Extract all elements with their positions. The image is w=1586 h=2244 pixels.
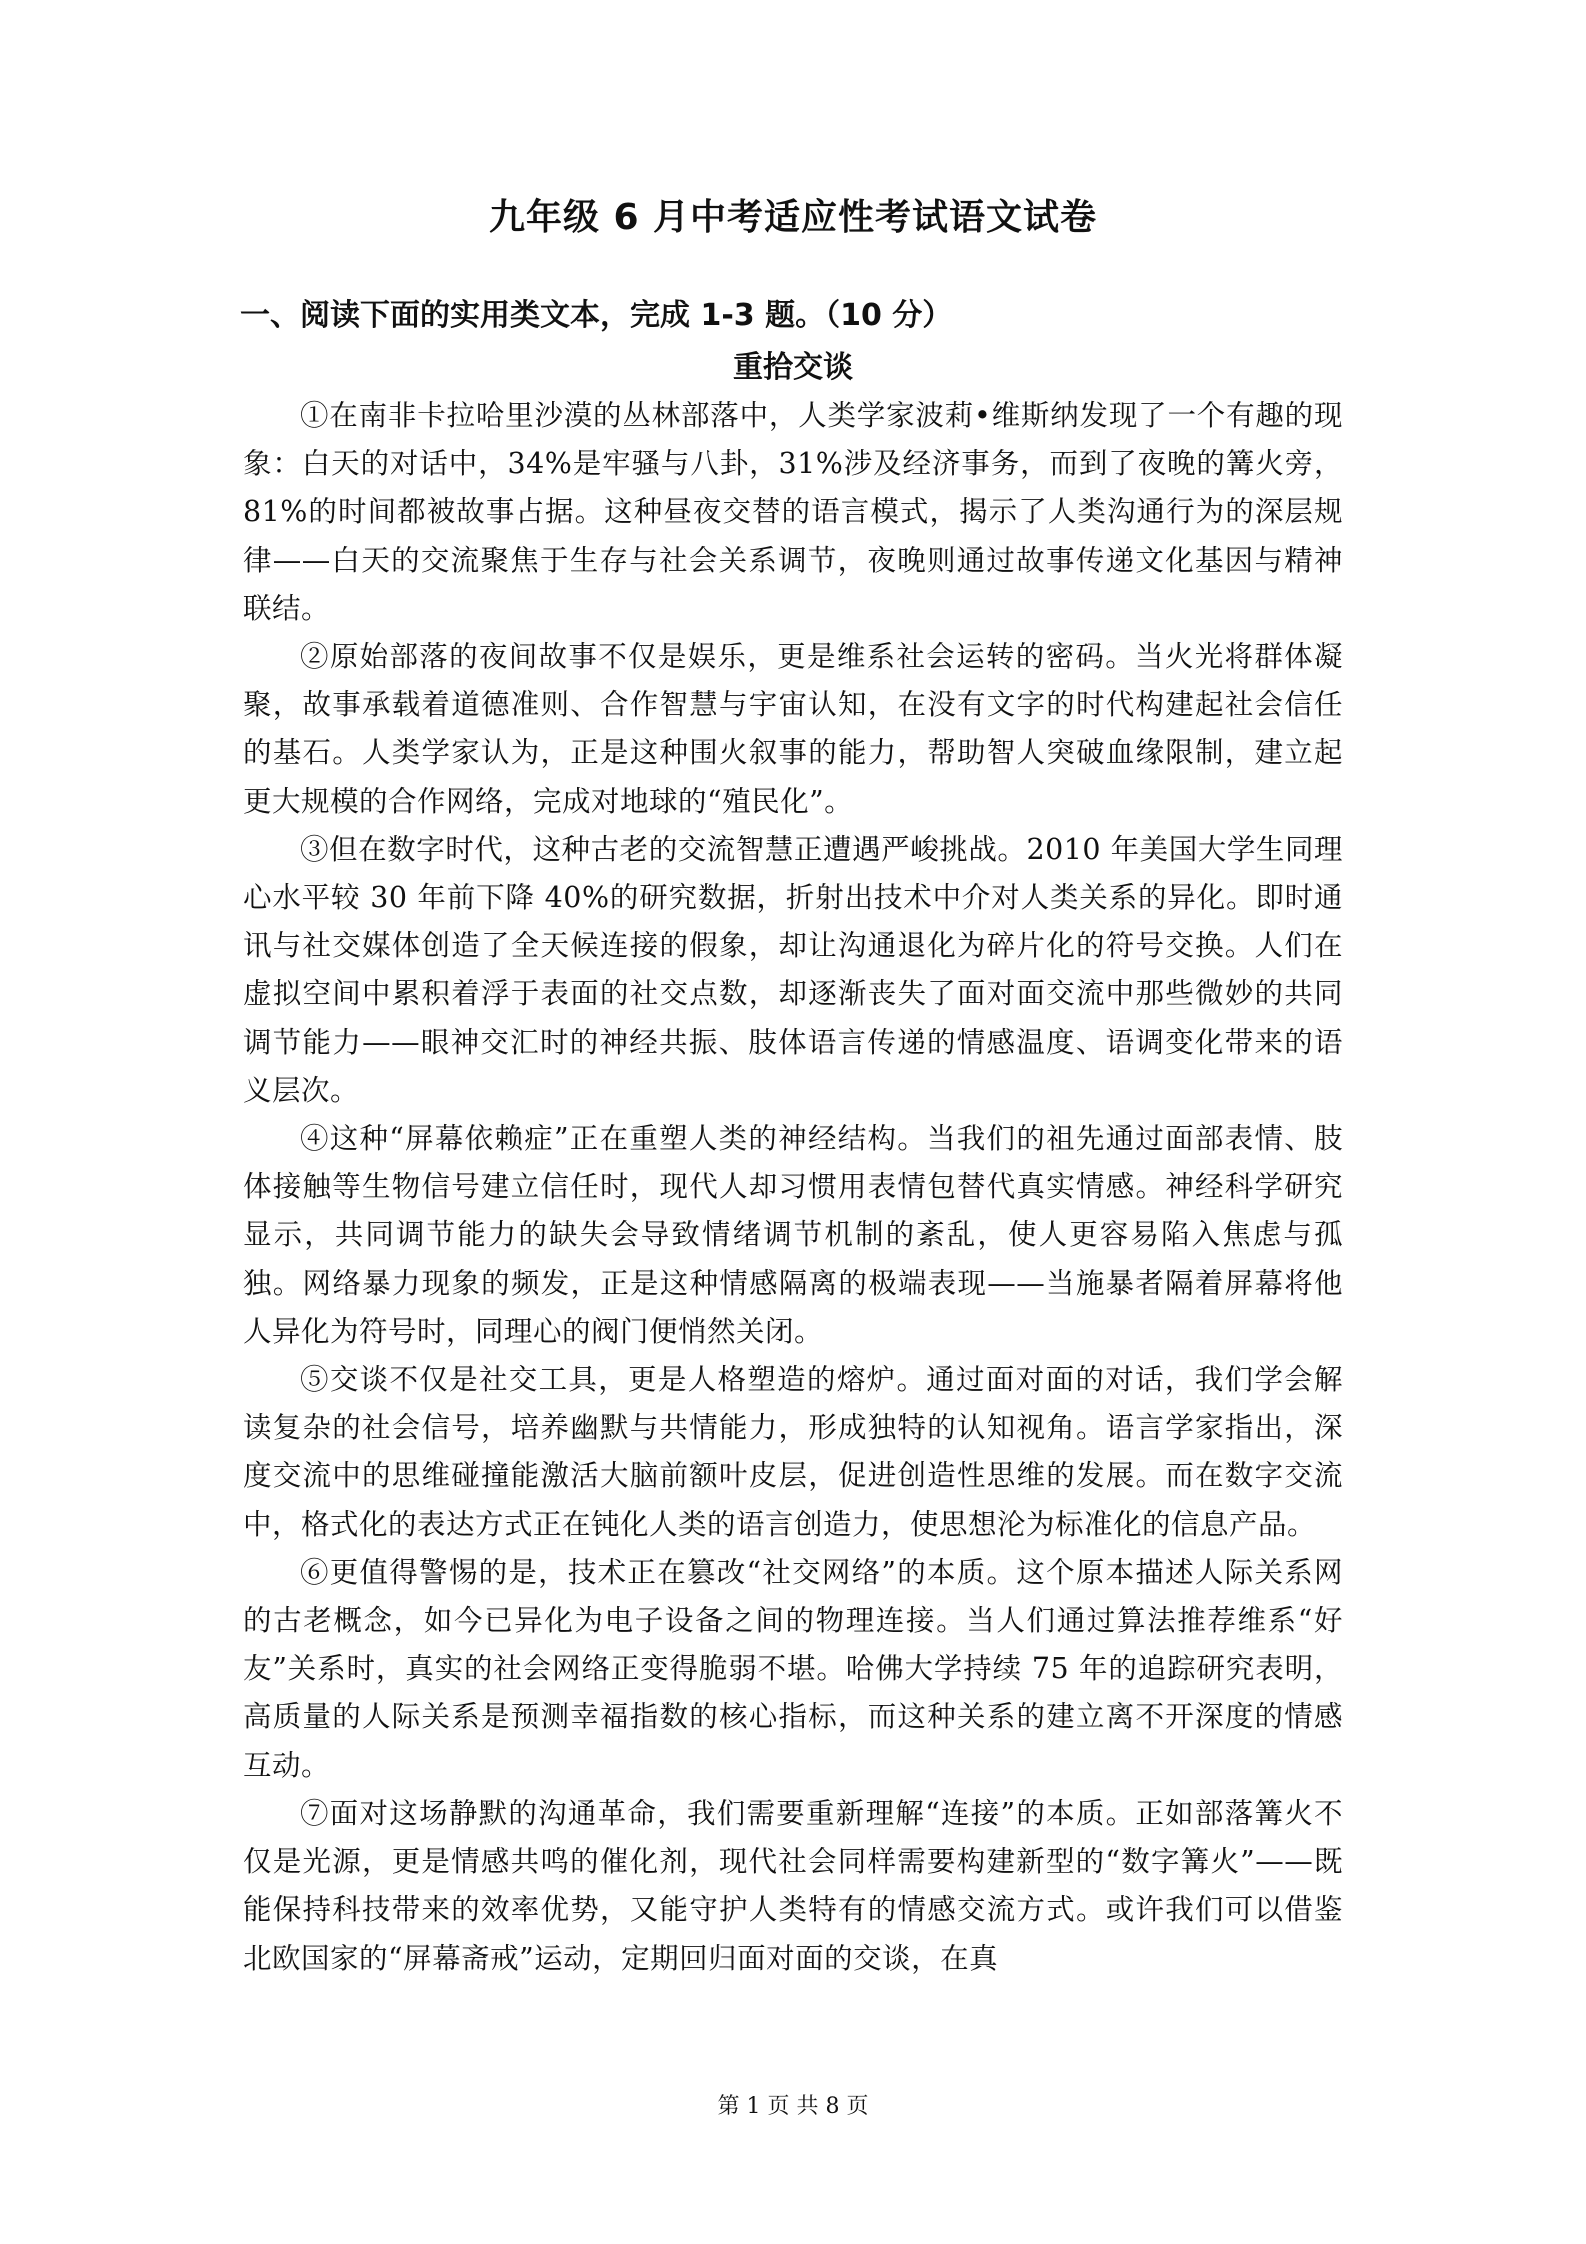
section-heading: 一、阅读下面的实用类文本，完成 1-3 题。（10 分）: [240, 298, 953, 333]
paragraph-6: ⑥更值得警惕的是，技术正在篡改“社交网络”的本质。这个原本描述人际关系网的古老概念，如今已异化为电子设备之间的物理连接。当人们通过算法推荐维系“好友”关系时，真实的社会网络正变得脆弱不堪。哈佛大学持续 75 年的追踪研究表明，高质量的人际关系是预测幸福指数的核心指标，而这种关系的建立离不开深度的情感互动。: [243, 1555, 1343, 1782]
paragraph-4: ④这种“屏幕依赖症”正在重塑人类的神经结构。当我们的祖先通过面部表情、肢体接触等生物信号建立信任时，现代人却习惯用表情包替代真实情感。神经科学研究显示，共同调节能力的缺失会导致情绪调节机制的紊乱，使人更容易陷入焦虑与孤独。网络暴力现象的频发，正是这种情感隔离的极端表现——当施暴者隔着屏幕将他人异化为符号时，同理心的阀门便悄然关闭。: [243, 1122, 1343, 1348]
paragraph-7: ⑦面对这场静默的沟通革命，我们需要重新理解“连接”的本质。正如部落篝火不仅是光源，更是情感共鸣的催化剂，现代社会同样需要构建新型的“数字篝火”——既能保持科技带来的效率优势，又能守护人类特有的情感交流方式。或许我们可以借鉴北欧国家的“屏幕斋戒”运动，定期回归面对面的交谈，在真: [243, 1796, 1343, 1975]
paragraph-3: ③但在数字时代，这种古老的交流智慧正遭遇严峻挑战。2010 年美国大学生同理心水平较 30 年前下降 40%的研究数据，折射出技术中介对人类关系的异化。即时通讯与社交媒体创造了全天候连接的假象，却让沟通退化为碎片化的符号交换。人们在虚拟空间中累积着浮于表面的社交点数，却逐渐丧失了面对面交流中那些微妙的共同调节能力——眼神交汇时的神经共振、肢体语言传递的情感温度、语调变化带来的语义层次。: [243, 832, 1343, 1107]
page-footer: 第 1 页 共 8 页: [717, 2094, 869, 2119]
article-body: [243, 392, 1343, 1983]
exam-title: 九年级 6 月中考适应性考试语文试卷: [488, 197, 1098, 238]
paragraph-2: ②原始部落的夜间故事不仅是娱乐，更是维系社会运转的密码。当火光将群体凝聚，故事承载着道德准则、合作智慧与宇宙认知，在没有文字的时代构建起社会信任的基石。人类学家认为，正是这种围火叙事的能力，帮助智人突破血缘限制，建立起更大规模的合作网络，完成对地球的“殖民化”。: [243, 640, 1343, 818]
paragraph-5: ⑤交谈不仅是社交工具，更是人格塑造的熔炉。通过面对面的对话，我们学会解读复杂的社会信号，培养幽默与共情能力，形成独特的认知视角。语言学家指出，深度交流中的思维碰撞能激活大脑前额叶皮层，促进创造性思维的发展。而在数字交流中，格式化的表达方式正在钝化人类的语言创造力，使思想沦为标准化的信息产品。: [243, 1363, 1343, 1541]
paragraph-1: ①在南非卡拉哈里沙漠的丛林部落中，人类学家波莉•维斯纳发现了一个有趣的现象：白天的对话中，34%是牢骚与八卦，31%涉及经济事务，而到了夜晚的篝火旁，81%的时间都被故事占据。这种昼夜交替的语言模式，揭示了人类沟通行为的深层规律——白天的交流聚焦于生存与社会关系调节，夜晚则通过故事传递文化基因与精神联结。: [243, 399, 1343, 625]
article-title: 重拾交谈: [733, 350, 853, 385]
